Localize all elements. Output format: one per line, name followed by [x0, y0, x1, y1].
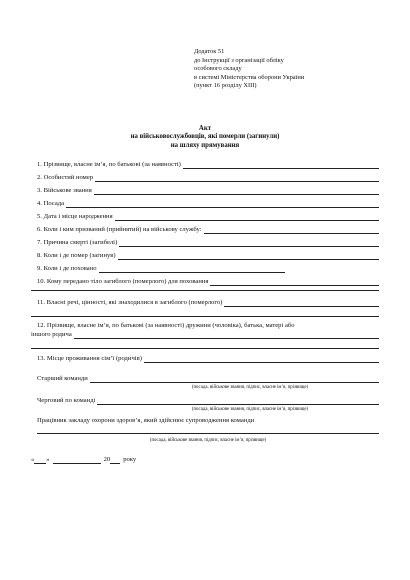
item-4-label: 4. Посада: [37, 200, 65, 207]
title-route: на шляху прямування: [170, 141, 240, 149]
title-subject: на військовослужбовців, які померли (загинули): [130, 133, 280, 141]
item-13-field[interactable]: [144, 356, 379, 363]
item-1-label: 1. Прізвище, власне ім’я, по батькові (за наявності): [37, 161, 181, 168]
item-13-row: [37, 355, 379, 363]
item-5-label: 5. Дата і місце народження: [37, 213, 113, 220]
item-12-continuation-line[interactable]: [31, 348, 379, 349]
item-1-field[interactable]: [183, 162, 379, 169]
senior-caption: (посада, військове звання, підпис, власне ім’я, прізвище): [191, 385, 309, 390]
item-10-continuation-line[interactable]: [31, 290, 379, 291]
annex-paragraph: (пункт 16 розділу XIII): [194, 82, 257, 90]
date-row: [31, 456, 136, 464]
item-2-label: 2. Особистий номер: [37, 174, 94, 181]
item-12-field[interactable]: [74, 332, 379, 339]
item-8-label: 8. Коли і де помер (загинув): [37, 252, 116, 259]
date-open-quote: «: [31, 456, 35, 463]
item-7-field[interactable]: [119, 240, 379, 247]
item-11-continuation-line[interactable]: [31, 316, 379, 317]
duty-caption: (посада, військове звання, підпис, власне ім’я, прізвище): [191, 407, 309, 412]
medic-label: Працівник закладу охорони здоров’я, який здійснює супроводження команди: [37, 417, 255, 424]
duty-row: [37, 397, 379, 405]
date-year-prefix: 20: [103, 456, 111, 463]
senior-signature-field[interactable]: [90, 376, 379, 383]
item-11-label: 11. Власні речі, цінності, які знаходилися в загиблого (померлого): [37, 299, 223, 306]
annex-header: [194, 48, 394, 91]
duty-signature-field[interactable]: [97, 398, 379, 405]
senior-row: [37, 375, 379, 383]
item-8-row: [37, 252, 379, 260]
annex-ministry: в системі Міністерства оборони України: [194, 73, 305, 81]
item-1-row: [37, 161, 379, 169]
item-3-field[interactable]: [94, 188, 379, 195]
item-2-row: [37, 174, 379, 182]
item-9-row: [37, 265, 285, 273]
date-day-field[interactable]: [34, 457, 46, 464]
item-11-field[interactable]: [224, 300, 379, 307]
item-7-row: [37, 239, 379, 247]
item-12-label-cont: іншого родича: [31, 331, 72, 338]
date-year-field[interactable]: [110, 457, 120, 464]
item-6-label: 6. Коли і ким призваний (прийнятий) на військову службу:: [37, 226, 202, 233]
annex-number: Додаток 51: [194, 48, 225, 55]
item-6-field[interactable]: [204, 227, 380, 234]
item-9-field[interactable]: [99, 266, 285, 273]
date-month-field[interactable]: [53, 457, 101, 464]
duty-label: Черговий по команді: [37, 397, 96, 404]
item-10-row: [37, 278, 379, 286]
item-12-row: [31, 331, 379, 339]
item-4-row: [37, 200, 379, 208]
item-7-label: 7. Причина смерті (загибелі): [37, 239, 118, 246]
annex-instruction: до Інструкції з організації обліку: [194, 56, 284, 64]
item-11-row: [37, 299, 379, 307]
item-2-field[interactable]: [95, 175, 379, 182]
item-5-row: [37, 213, 379, 221]
item-4-field[interactable]: [66, 201, 379, 208]
item-10-label: 10. Кому передано тіло загиблого (померлого) для поховання: [37, 278, 209, 285]
item-8-field[interactable]: [118, 253, 379, 260]
item-10-field[interactable]: [210, 279, 379, 286]
item-3-label: 3. Військове звання: [37, 187, 92, 194]
item-13-label: 13. Місце проживання сім’ї (родичів): [37, 355, 142, 362]
item-6-row: [37, 226, 379, 234]
item-3-row: [37, 187, 379, 195]
medic-signature-field[interactable]: [37, 433, 379, 434]
senior-label: Старший команди: [37, 375, 88, 382]
date-year-suffix: року: [123, 456, 137, 463]
date-close-quote: »: [46, 456, 50, 463]
item-9-label: 9. Коли і де поховано: [37, 265, 97, 272]
medic-caption: (посада, військове звання, підпис, власне ім’я, прізвище): [149, 438, 267, 443]
item-5-field[interactable]: [115, 214, 379, 221]
annex-personnel: особового складу: [194, 65, 242, 73]
item-12-label: 12. Прізвище, власне ім’я, по батькові (за наявності) дружини (чоловіка), батька, матері або: [37, 322, 295, 329]
document-title: [30, 125, 380, 150]
title-act: Акт: [198, 125, 212, 132]
